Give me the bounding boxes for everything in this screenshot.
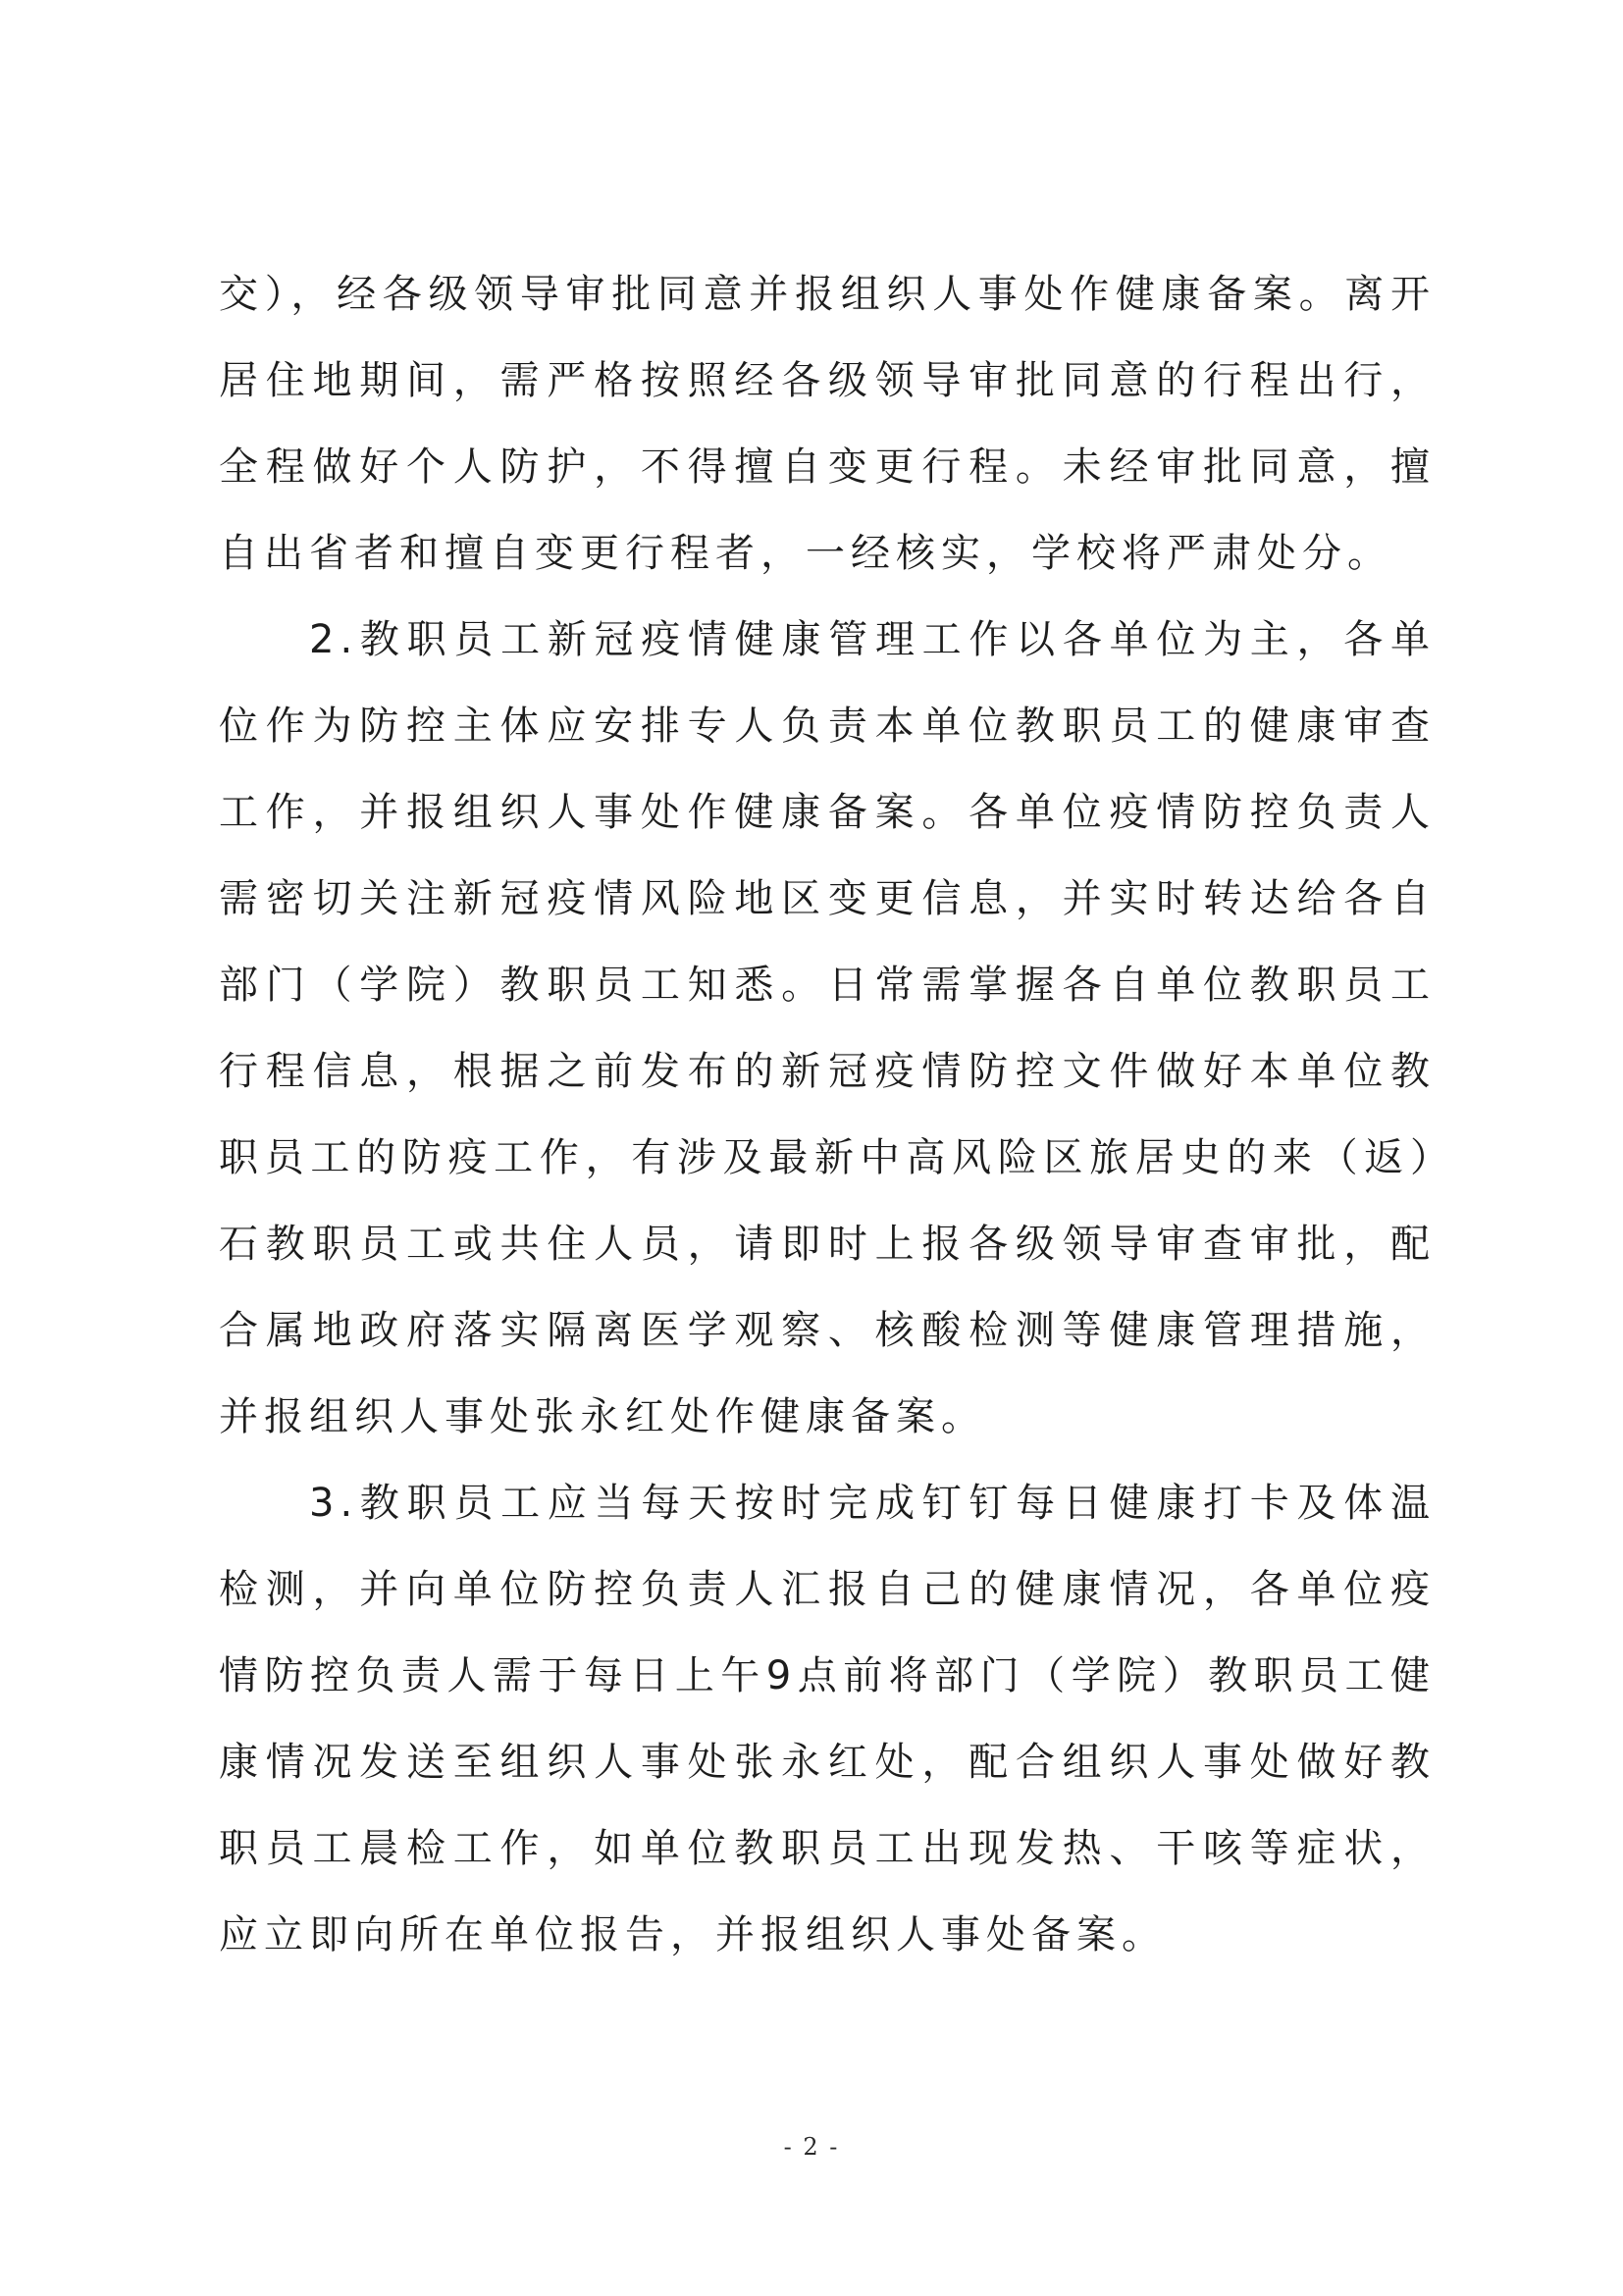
- paragraph-item-3: 3.教职员工应当每天按时完成钉钉每日健康打卡及体温检测，并向单位防控负责人汇报自己的健康情况，各单位疫情防控负责人需于每日上午9点前将部门（学院）教职员工健康情况发送至组织人事处张永红处，配合组织人事处做好教职员工晨检工作，如单位教职员工出现发热、干咳等症状，应立即向所在单位报告，并报组织人事处备案。: [219, 1481, 1436, 1957]
- paragraph-item-2: 2.教职员工新冠疫情健康管理工作以各单位为主，各单位作为防控主体应安排专人负责本单位教职员工的健康审查工作，并报组织人事处作健康备案。各单位疫情防控负责人需密切关注新冠疫情风险地区变更信息，并实时转达给各自部门（学院）教职员工知悉。日常需掌握各自单位教职员工行程信息，根据之前发布的新冠疫情防控文件做好本单位教职员工的防疫工作，有涉及最新中高风险区旅居史的来（返）石教职员工或共住人员，请即时上报各级领导审查审批，配合属地政府落实隔离医学观察、核酸检测等健康管理措施，并报组织人事处张永红处作健康备案。: [219, 617, 1436, 1439]
- document-body: [219, 251, 1436, 1978]
- paragraph-continuation: 交），经各级领导审批同意并报组织人事处作健康备案。离开居住地期间，需严格按照经各级领导审批同意的行程出行，全程做好个人防护，不得擅自变更行程。未经审批同意，擅自出省者和擅自变更行程者，一经核实，学校将严肃处分。: [219, 272, 1436, 576]
- page-number: - 2 -: [783, 2133, 840, 2161]
